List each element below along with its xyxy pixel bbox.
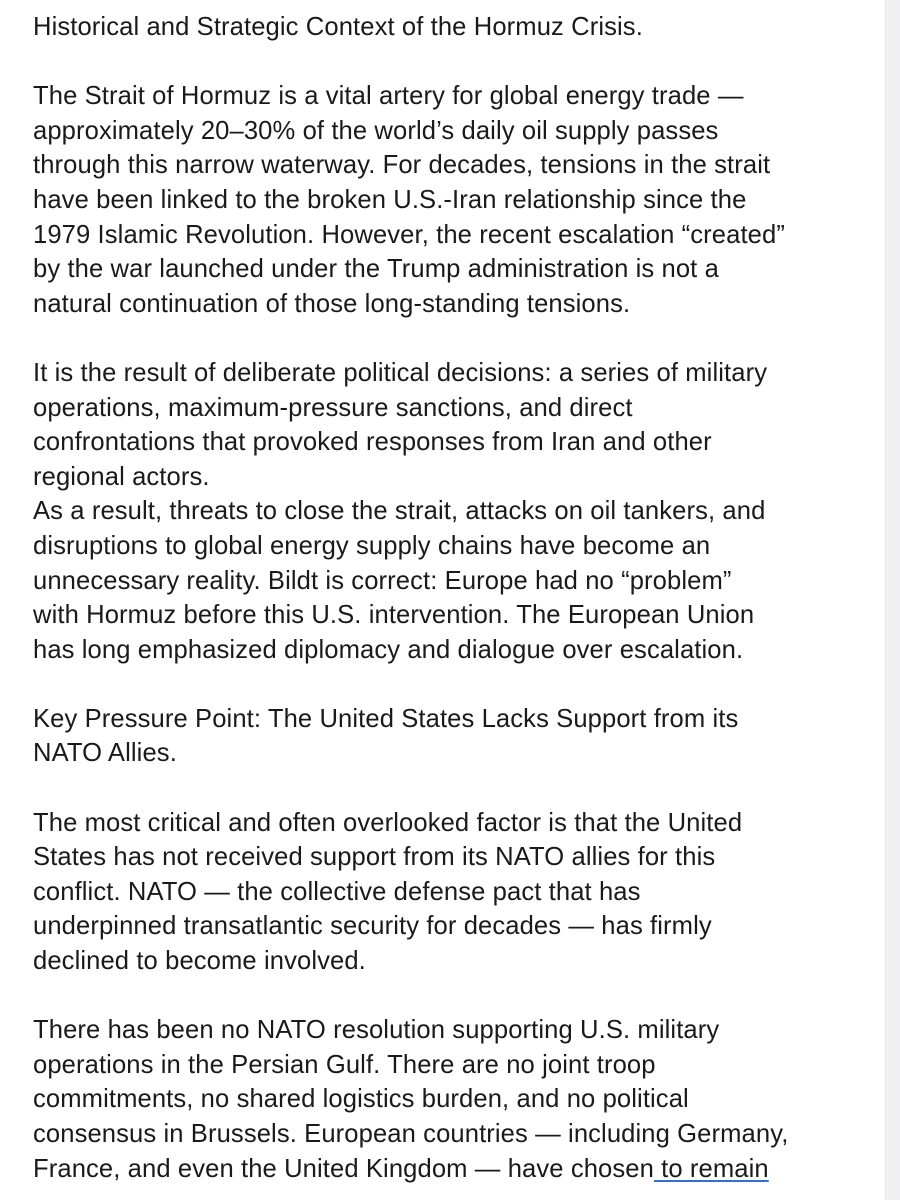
text-line: consensus in Brussels. European countries — including Germany, [33,1120,789,1148]
document-body [33,10,863,1186]
text-line: As a result, threats to close the strait, attacks on oil tankers, and [33,497,766,526]
text-line: States has not received support from its NATO allies for this [33,843,716,872]
text-line: approximately 20–30% of the world’s daily oil supply passes [33,116,719,145]
paragraph-political-decisions [33,356,863,667]
text-line: disruptions to global energy supply chains have become an [33,531,711,560]
text-line: confrontations that provoked responses from Iran and other [33,428,712,457]
text-line: underpinned transatlantic security for decades — has firmly [33,912,712,941]
text-line: commitments, no shared logistics burden, and no political [33,1085,689,1114]
text-segment: France, and even the United Kingdom — have chosen [33,1154,654,1183]
text-line-last [33,1152,863,1187]
text-line: by the war launched under the Trump administration is not a [33,255,719,284]
text-line: have been linked to the broken U.S.-Iran relationship since the [33,185,747,214]
text-line: natural continuation of those long-standing tensions. [33,289,631,318]
text-line: The Strait of Hormuz is a vital artery for global energy trade — [33,82,744,111]
paragraph-gap [33,979,863,1014]
document-title: Historical and Strategic Context of the Hormuz Crisis. [33,13,643,41]
underlined-text-segment: to remain [653,1154,769,1183]
section-heading-key-pressure-point [33,702,863,771]
paragraph-gap [33,45,863,80]
paragraph-gap [33,321,863,356]
text-line: has long emphasized diplomacy and dialogue over escalation. [33,635,744,664]
heading-line: Key Pressure Point: The United States Lacks Support from its [33,704,739,733]
text-line: declined to become involved. [33,947,366,976]
text-line: 1979 Islamic Revolution. However, the recent escalation “created” [33,220,785,249]
paragraph-no-nato-resolution [33,1013,863,1186]
paragraph-gap [33,667,863,702]
vertical-scrollbar[interactable] [885,0,900,1200]
text-line: operations, maximum-pressure sanctions, and direct [33,393,633,422]
paragraph-hormuz-context [33,79,863,321]
text-line: It is the result of deliberate political decisions: a series of military [33,358,768,387]
text-line: with Hormuz before this U.S. intervention. The European Union [33,601,755,630]
paragraph-nato-support [33,806,863,979]
heading-line: NATO Allies. [33,739,177,768]
text-line: unnecessary reality. Bildt is correct: Europe had no “problem” [33,566,732,595]
text-line: conflict. NATO — the collective defense pact that has [33,877,641,906]
paragraph-gap [33,771,863,806]
text-line: There has been no NATO resolution supporting U.S. military [33,1016,720,1045]
text-line: operations in the Persian Gulf. There are no joint troop [33,1050,656,1079]
text-line: through this narrow waterway. For decades, tensions in the strait [33,151,771,180]
text-line: regional actors. [33,462,210,491]
text-line: The most critical and often overlooked factor is that the United [33,808,743,837]
